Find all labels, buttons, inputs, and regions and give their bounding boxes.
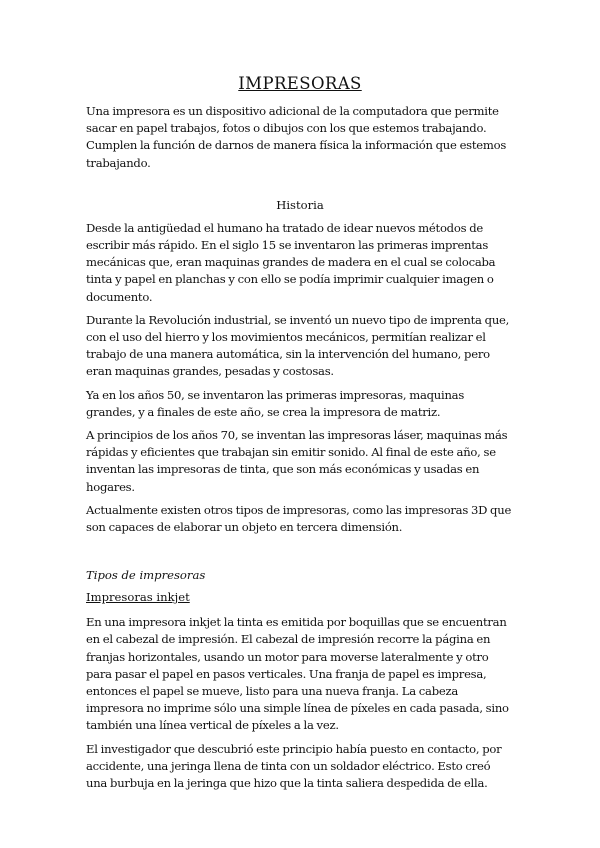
historia-paragraph-4: A principios de los años 70, se inventan las impresoras láser, maquinas más rápidas y eficientes que trabajan sin emitir sonido. Al final de este año, se inventan las impresoras de tinta, que son más económicas y usadas en hogares. [86, 428, 508, 494]
historia-paragraph-2: Durante la Revolución industrial, se inventó un nuevo tipo de imprenta que, con el uso del hierro y los movimientos mecánicos, permitían realizar el trabajo de una manera automática, sin la intervención del humano, pero eran maquinas grandes, pesadas y costosas. [86, 312, 510, 379]
inkjet-paragraph-1: En una impresora inkjet la tinta es emitida por boquillas que se encuentran en el cabezal de impresión. El cabezal de impresión recorre la página en franjas horizontales, usando un motor para moverse lateralmente y otro para pasar el papel en pasos verticales. Una franja de papel es impresa, entonces el papel se mueve, listo para una nueva franja. La cabeza impresora no imprime sólo una simple línea de píxeles en cada pasada, sino también una línea vertical de píxeles a la vez. [86, 615, 509, 733]
intro-paragraph: Una impresora es un dispositivo adicional de la computadora que permite sacar en papel trabajos, fotos o dibujos con los que estemos trabajando. Cumplen la función de darnos de manera física la información que estemos trabajando. [86, 104, 507, 170]
historia-heading: Historia [276, 197, 324, 212]
document-title: IMPRESORAS [238, 74, 362, 93]
inkjet-heading: Impresoras inkjet [86, 590, 190, 605]
inkjet-paragraph-2: El investigador que descubrió este principio había puesto en contacto, por accidente, una jeringa llena de tinta con un soldador eléctrico. Esto creó una burbuja en la jeringa que hizo que la tinta saliera despedida de ella. [86, 741, 502, 791]
historia-paragraph-3: Ya en los años 50, se inventaron las primeras impresoras, maquinas grandes, y a finales de este año, se crea la impresora de matriz. [86, 387, 465, 419]
historia-paragraph-1: Desde la antigüedad el humano ha tratado de idear nuevos métodos de escribir más rápido. En el siglo 15 se inventaron las primeras imprentas mecánicas que, eran maquinas grandes de madera en el cual se colocaba tinta y papel en planchas y con ello se podía imprimir cualquier imagen o documento. [86, 220, 496, 304]
tipos-heading: Tipos de impresoras [86, 568, 206, 583]
historia-paragraph-5: Actualmente existen otros tipos de impresoras, como las impresoras 3D que son capaces de elaborar un objeto en tercera dimensión. [86, 502, 512, 535]
